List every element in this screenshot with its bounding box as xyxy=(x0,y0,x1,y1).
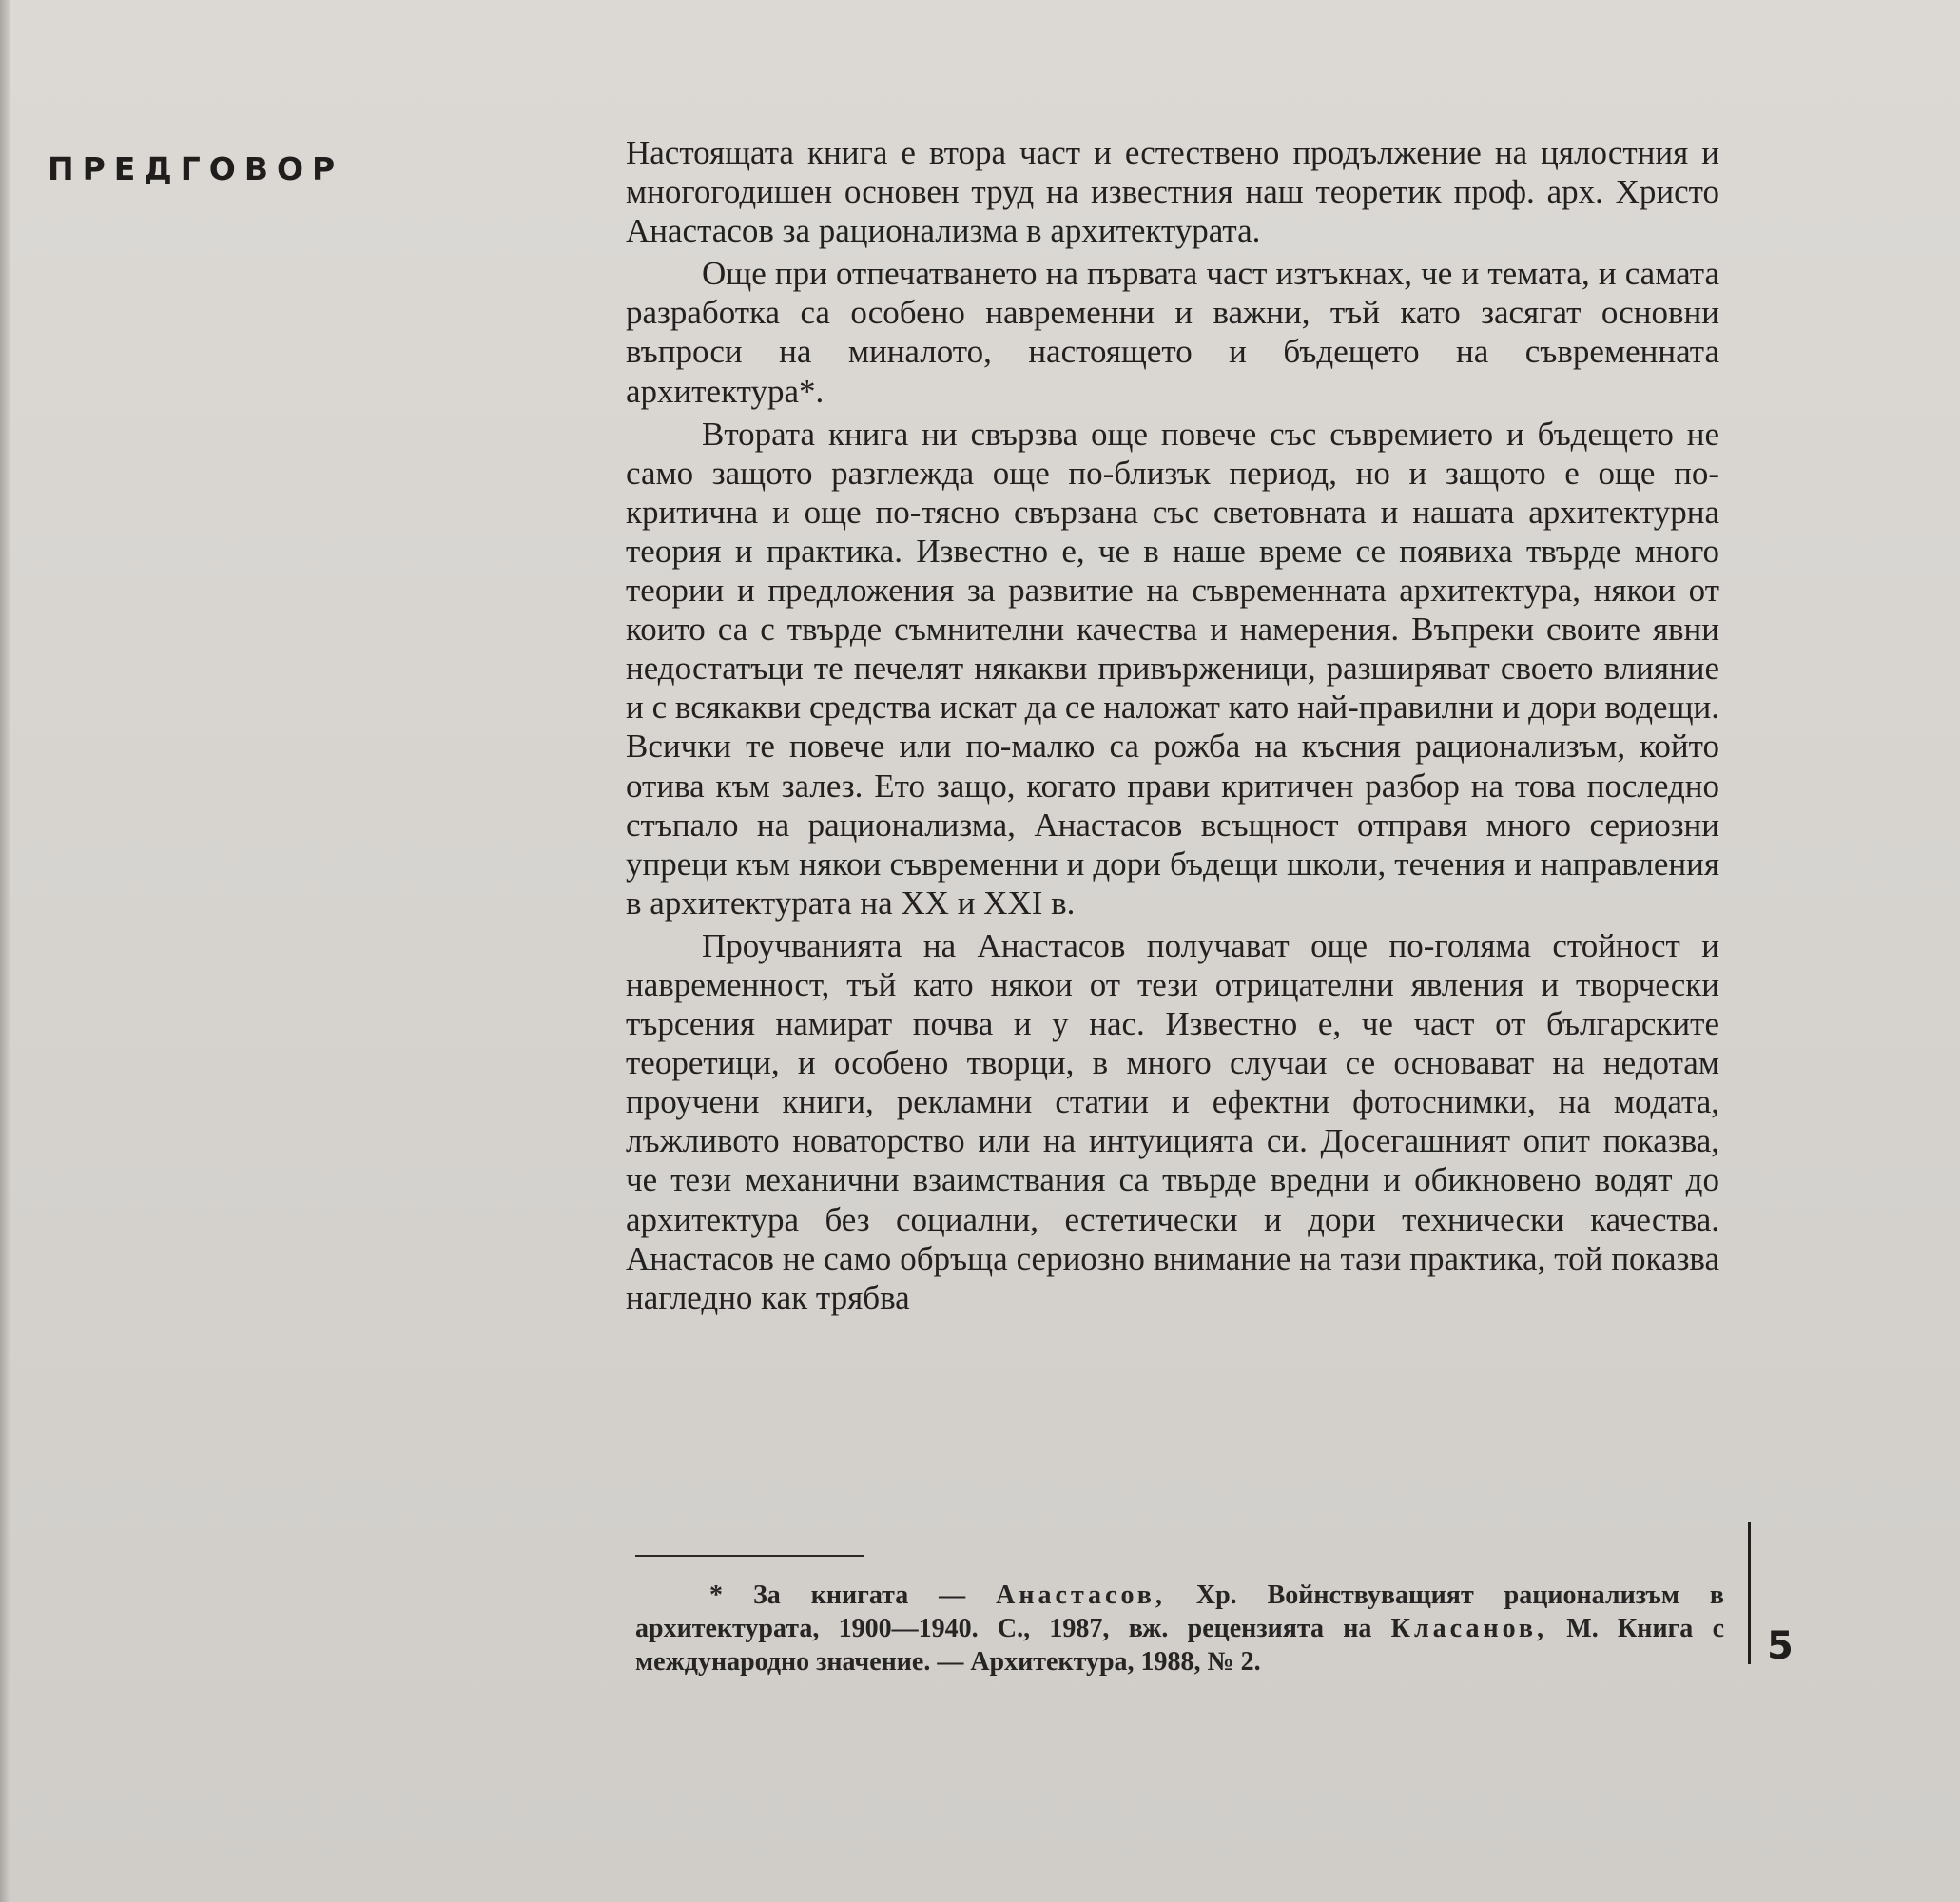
chapter-heading: ПРЕДГОВОР xyxy=(48,150,344,187)
footnote-text-end: М. Книга с международно значение. — Архитектура, 1988, № 2. xyxy=(635,1614,1725,1677)
paragraph: Втората книга ни свързва още повече със съвремието и бъдещето не само защото разглежда още по-близък период, но и защото е още по-критична и още по-тясно свързана със световната и нашата архитектурна теория и практика. Известно е, че в наше време се появиха твърде много теории и предложения за развитие на съвременната архитектура, някои от които са с твърде съмнителни качества и намерения. Въпреки своите явни недостатъци те печелят някакви привърженици, разширяват своето влияние и с всякакви средства искат да се наложат като най-правилни и дори водещи. Всички те повече или по-малко са рожба на късния рационализъм, който отива към залез. Ето защо, когато прави критичен разбор на това последно стъпало на рационализма, Анастасов всъщност отправя много сериозни упреци към някои съвременни и дори бъдещи школи, течения и направления в архитектурата на XX и XXI в. xyxy=(626,415,1719,922)
footnote xyxy=(635,1579,1724,1679)
body-text xyxy=(626,133,1719,1317)
footnote-divider xyxy=(635,1555,864,1557)
page-number: 5 xyxy=(1767,1624,1794,1668)
footnote-text: Хр. Войнствуващият рационализъм в архитектурата, 1900—1940. С., 1987, вж. рецензията на xyxy=(635,1581,1724,1643)
footnote-intro: * За книгата — xyxy=(709,1581,997,1610)
paragraph: Още при отпечатването на първата част изтъкнах, че и темата, и самата разработка са особено навременни и важни, тъй като засягат основни въпроси на миналото, настоящето и бъдещето на съвременната архитектура*. xyxy=(626,255,1719,410)
footnote-reviewer: Класанов, xyxy=(1390,1614,1547,1643)
page-number-divider xyxy=(1748,1522,1751,1664)
paragraph: Проучванията на Анастасов получават още по-голяма стойност и навременност, тъй като някои от тези отрицателни явления и творчески търсения намират почва и у нас. Известно е, че част от българските теоретици, и особено творци, в много случаи се основават на недотам проучени книги, рекламни статии и ефектни фотоснимки, на модата, лъжливото новаторство или на интуицията си. Досегашният опит показва, че тези механични взаимствания са твърде вредни и обикновено водят до архитектура без социални, естетически и дори технически качества. Анастасов не само обръща сериозно внимание на тази практика, той показва нагледно как трябва xyxy=(626,926,1719,1316)
paragraph: Настоящата книга е втора част и естествено продължение на цялостния и многогодишен основен труд на известния наш теоретик проф. арх. Христо Анастасов за рационализма в архитектурата. xyxy=(626,134,1719,250)
page-spine-edge xyxy=(0,0,10,1902)
footnote-author: Анастасов, xyxy=(996,1581,1166,1610)
